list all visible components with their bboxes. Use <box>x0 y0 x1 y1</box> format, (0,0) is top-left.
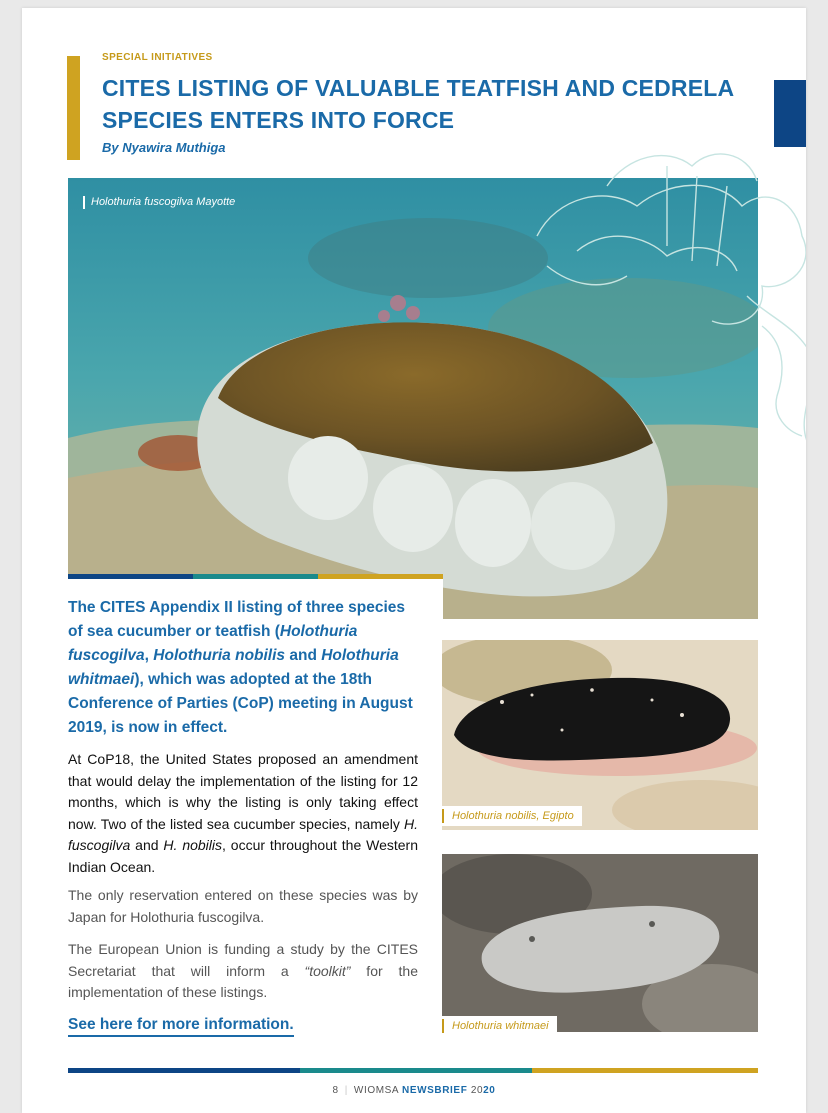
stripe-navy <box>68 574 193 579</box>
stripe-gold <box>318 574 443 579</box>
publication-name: NEWSBRIEF <box>402 1085 468 1096</box>
section-kicker: SPECIAL INITIATIVES <box>102 52 213 63</box>
body-paragraph-cop18: At CoP18, the United States proposed an amendment that would delay the implementation of the listing for 12 months, which is why the listing is only taking effect now. Two of the listed sea cucumber species, namely H. fuscogilva and H. nobilis, occur throughout the Western Indian Ocean. <box>68 751 418 875</box>
hero-caption: Holothuria fuscogilva Mayotte <box>83 196 235 209</box>
gold-accent-bar <box>67 56 80 160</box>
year-first: 20 <box>470 1085 484 1096</box>
photo-holothuria-whitmaei <box>442 854 758 1032</box>
coral-line-art-decoration <box>517 126 806 446</box>
lead-paragraph: The CITES Appendix II listing of three species of sea cucumber or teatfish (Holothuria fuscogilva, Holothuria nobilis and Holothuria whitmaei), which was adopted at the 18th Conference of Parties (CoP) meeting in August 2019, is now in effect. <box>68 599 413 736</box>
whitmaei-caption: Holothuria whitmaei <box>442 1016 557 1036</box>
nobilis-caption: Holothuria nobilis, Egipto <box>442 806 582 826</box>
footer-stripe-navy <box>68 1068 300 1073</box>
article-title: CITES LISTING OF VALUABLE TEATFISH AND CEDRELA SPECIES ENTERS INTO FORCE <box>102 75 734 133</box>
page-number: 8 <box>332 1085 339 1096</box>
newsletter-page <box>22 8 806 1113</box>
org-name: WIOMSA <box>353 1085 399 1096</box>
photo-holothuria-nobilis <box>442 640 758 830</box>
footer-stripe-gold <box>532 1068 758 1073</box>
stripe-teal <box>193 574 318 579</box>
year-second: 20 <box>483 1085 496 1096</box>
more-information-link[interactable]: See here for more information. <box>68 1016 294 1037</box>
footer-stripe-teal <box>300 1068 532 1073</box>
body-paragraph-eu-funding: The European Union is funding a study by the CITES Secretariat that will inform a “toolkit” for the implementation of these listings. <box>68 941 418 1000</box>
page-folio: 8 | WIOMSA NEWSBRIEF 2020 <box>332 1085 496 1096</box>
body-paragraph-reservation: The only reservation entered on these species was by Japan for Holothuria fuscogilva. <box>68 887 418 925</box>
article-byline: By Nyawira Muthiga <box>102 140 226 155</box>
